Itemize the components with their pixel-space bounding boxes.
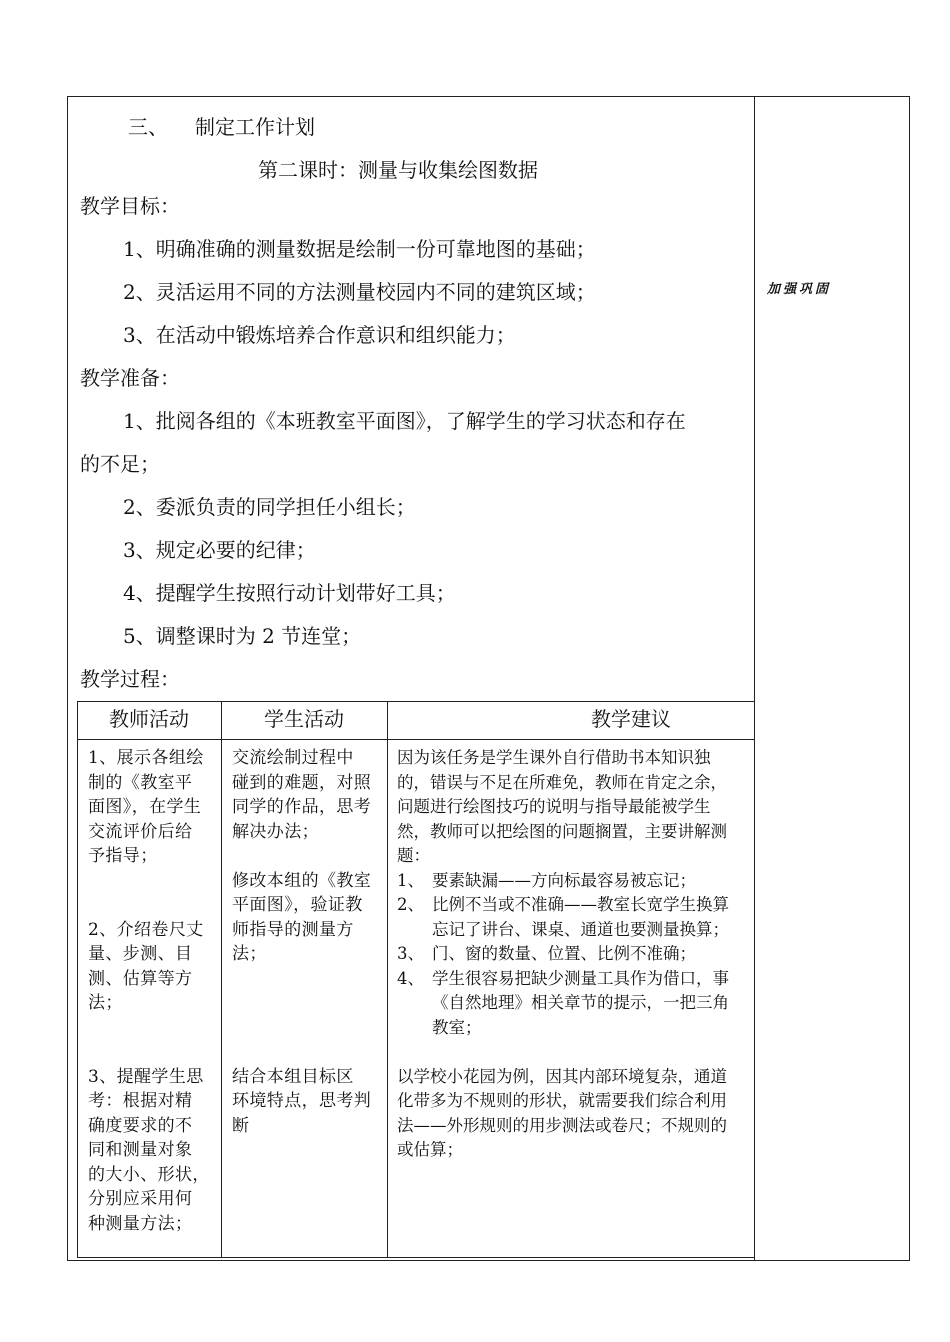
prep-item: 3、规定必要的纪律； — [123, 538, 316, 562]
column-divider — [221, 701, 222, 1258]
prep-item: 4、提醒学生按照行动计划带好工具； — [123, 581, 456, 605]
teacher-activity-cell: 1、展示各组绘 制的《教室平 面图》，在学生 交流评价后给 予指导； 2、介绍卷尺丈 量、步测、目 测、估算等方 法； 3、提醒学生思 考：根据对精 确度要求的不 同和测量对象 的大小、形状， 分别应采用何 种测量方法； — [88, 748, 210, 1234]
goal-item: 1、明确准确的测量数据是绘制一份可靠地图的基础； — [123, 237, 596, 261]
header-teaching-advice: 教学建议 — [591, 707, 671, 731]
process-label: 教学过程： — [80, 667, 180, 691]
student-activity-cell: 交流绘制过程中 碰到的难题，对照 同学的作品，思考 解决办法； 修改本组的《教室 平面图》，验证教 师指导的测量方 法； 结合本组目标区 环境特点，思考判 断 — [232, 748, 372, 1136]
prep-item: 2、委派负责的同学担任小组长； — [123, 495, 416, 519]
teaching-advice-cell: 因为该任务是学生课外自行借助书本知识独 的，错误与不足在所难免，教师在肯定之余， 问题进行绘图技巧的说明与指导最能被学生 然，教师可以把绘图的问题搁置，主要讲解测 题： 1、 要素缺漏——方向标最容易被忘记； 2、 比例不当或不准确——教室长宽学生换算 忘记了讲台、课桌、通道也要测量换算； 3、 门、窗的数量、位置、比例不准确； 4、 学生很容易把缺少测量工具作为借口，事 《自然地理》相关章节的提示，一把三角 教室； 以学校小花园为例，因其内部环境复杂，通道 化带多为不规则的形状，就需要我们综合利用 法——外形规则的用步测法或卷尺；不规则的 或估算； — [397, 748, 729, 1159]
header-divider — [77, 739, 755, 740]
header-student-activity: 学生活动 — [264, 707, 344, 731]
side-note: 加强巩固 — [767, 282, 832, 297]
prep-item: 5、调整课时为 2 节连堂； — [123, 624, 362, 648]
prep-label: 教学准备： — [80, 366, 180, 390]
goal-item: 3、在活动中锻炼培养合作意识和组织能力； — [123, 323, 516, 347]
column-divider — [387, 701, 388, 1258]
lesson-title: 第二课时：测量与收集绘图数据 — [258, 158, 538, 182]
section-number: 三、 — [128, 115, 168, 139]
prep-item-continued: 的不足； — [80, 452, 160, 476]
section-title: 制定工作计划 — [195, 115, 315, 139]
prep-item: 1、批阅各组的《本班教室平面图》，了解学生的学习状态和存在 — [123, 409, 686, 433]
goals-label: 教学目标： — [80, 194, 180, 218]
header-teacher-activity: 教师活动 — [109, 707, 189, 731]
goal-item: 2、灵活运用不同的方法测量校园内不同的建筑区域； — [123, 280, 596, 304]
